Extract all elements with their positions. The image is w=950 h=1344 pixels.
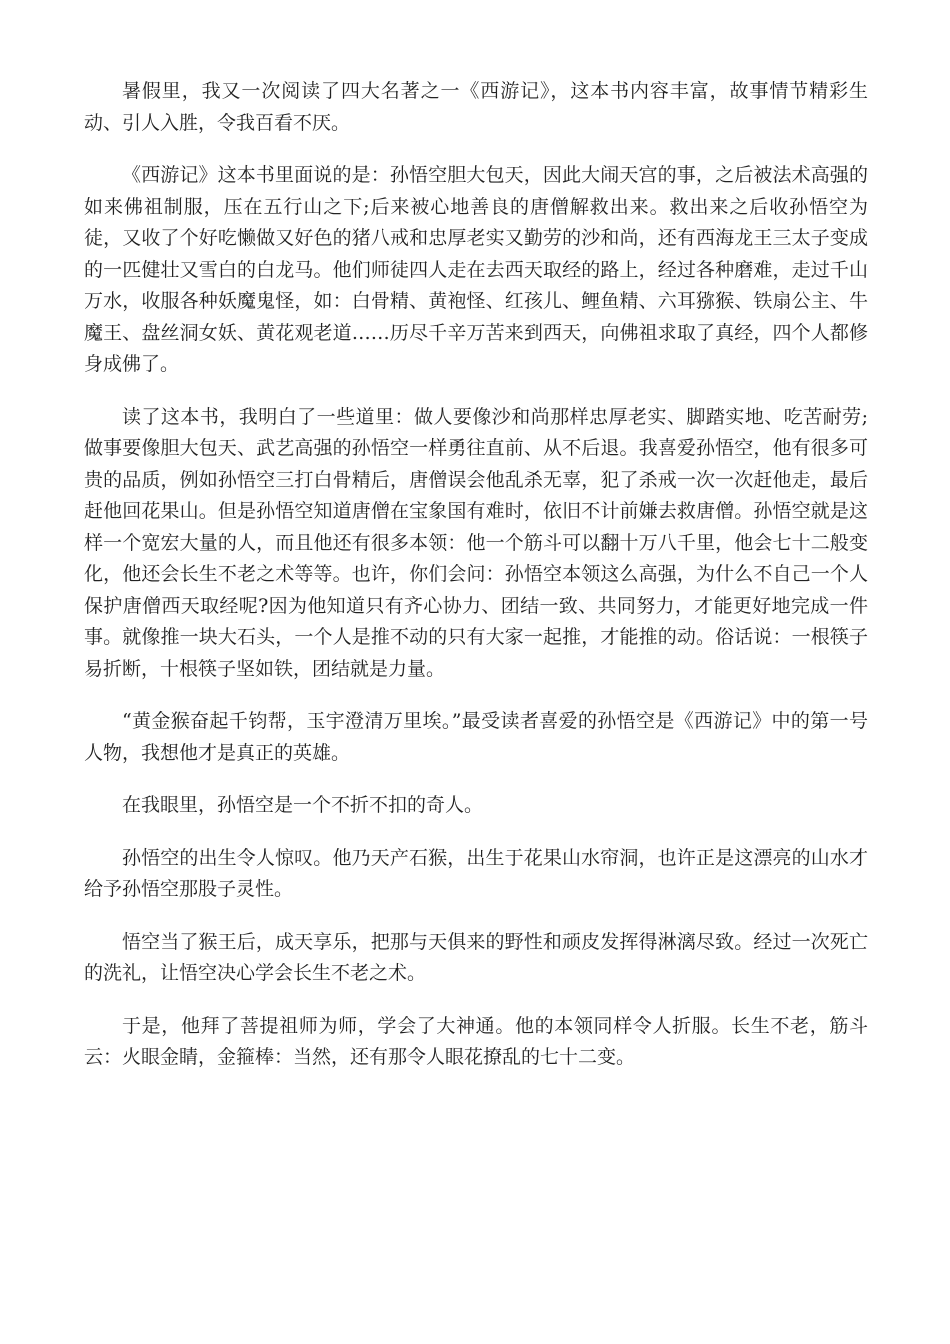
paragraph-8: 于是，他拜了菩提祖师为师，学会了大神通。他的本领同样令人折服。长生不老，筋斗云：火眼金睛，金箍棒：当然，还有那令人眼花撩乱的七十二变。 (84, 1014, 868, 1068)
paragraph-2: 《西游记》这本书里面说的是：孙悟空胆大包天，因此大闹天宫的事，之后被法术高强的如来佛祖制服，压在五行山之下;后来被心地善良的唐僧解救出来。救出来之后收孙悟空为徒，又收了个好吃懒做又好色的猪八戒和忠厚老实又勤劳的沙和尚，还有西海龙王三太子变成的一匹健壮又雪白的白龙马。他们师徒四人走在去西天取经的路上，经过各种磨难，走过千山万水，收服各种妖魔鬼怪，如：白骨精、黄袍怪、红孩儿、鲤鱼精、六耳猕猴、铁扇公主、牛魔王、盘丝洞女妖、黄花观老道……历尽千辛万苦来到西天，向佛祖求取了真经，四个人都修身成佛了。 (84, 164, 868, 375)
paragraph-1: 暑假里，我又一次阅读了四大名著之一《西游记》，这本书内容丰富，故事情节精彩生动、引人入胜，令我百看不厌。 (84, 80, 868, 134)
paragraph-7: 悟空当了猴王后，成天享乐，把那与天俱来的野性和顽皮发挥得淋漓尽致。经过一次死亡的洗礼，让悟空决心学会长生不老之术。 (84, 930, 868, 984)
paragraph-3: 读了这本书，我明白了一些道里：做人要像沙和尚那样忠厚老实、脚踏实地、吃苦耐劳;做事要像胆大包天、武艺高强的孙悟空一样勇往直前、从不后退。我喜爱孙悟空，他有很多可贵的品质，例如孙悟空三打白骨精后，唐僧误会他乱杀无辜，犯了杀戒一次一次赶他走，最后赶他回花果山。但是孙悟空知道唐僧在宝象国有难时，依旧不计前嫌去救唐僧。孙悟空就是这样一个宽宏大量的人，而且他还有很多本领：他一个筋斗可以翻十万八千里，他会七十二般变化，他还会长生不老之术等等。也许，你们会问：孙悟空本领这么高强，为什么不自己一个人保护唐僧西天取经呢?因为他知道只有齐心协力、团结一致、共同努力，才能更好地完成一件事。就像推一块大石头，一个人是推不动的只有大家一起推，才能推的动。俗话说：一根筷子易折断，十根筷子坚如铁，团结就是力量。 (84, 405, 868, 680)
document-body (84, 76, 868, 1095)
paragraph-5: 在我眼里，孙悟空是一个不折不扣的奇人。 (122, 794, 484, 816)
paragraph-4: “黄金猴奋起千钧帮，玉宇澄清万里埃。”最受读者喜爱的孙悟空是《西游记》中的第一号人物，我想他才是真正的英雄。 (84, 710, 868, 764)
paragraph-6: 孙悟空的出生令人惊叹。他乃天产石猴，出生于花果山水帘洞，也许正是这漂亮的山水才给予孙悟空那股子灵性。 (84, 846, 868, 900)
